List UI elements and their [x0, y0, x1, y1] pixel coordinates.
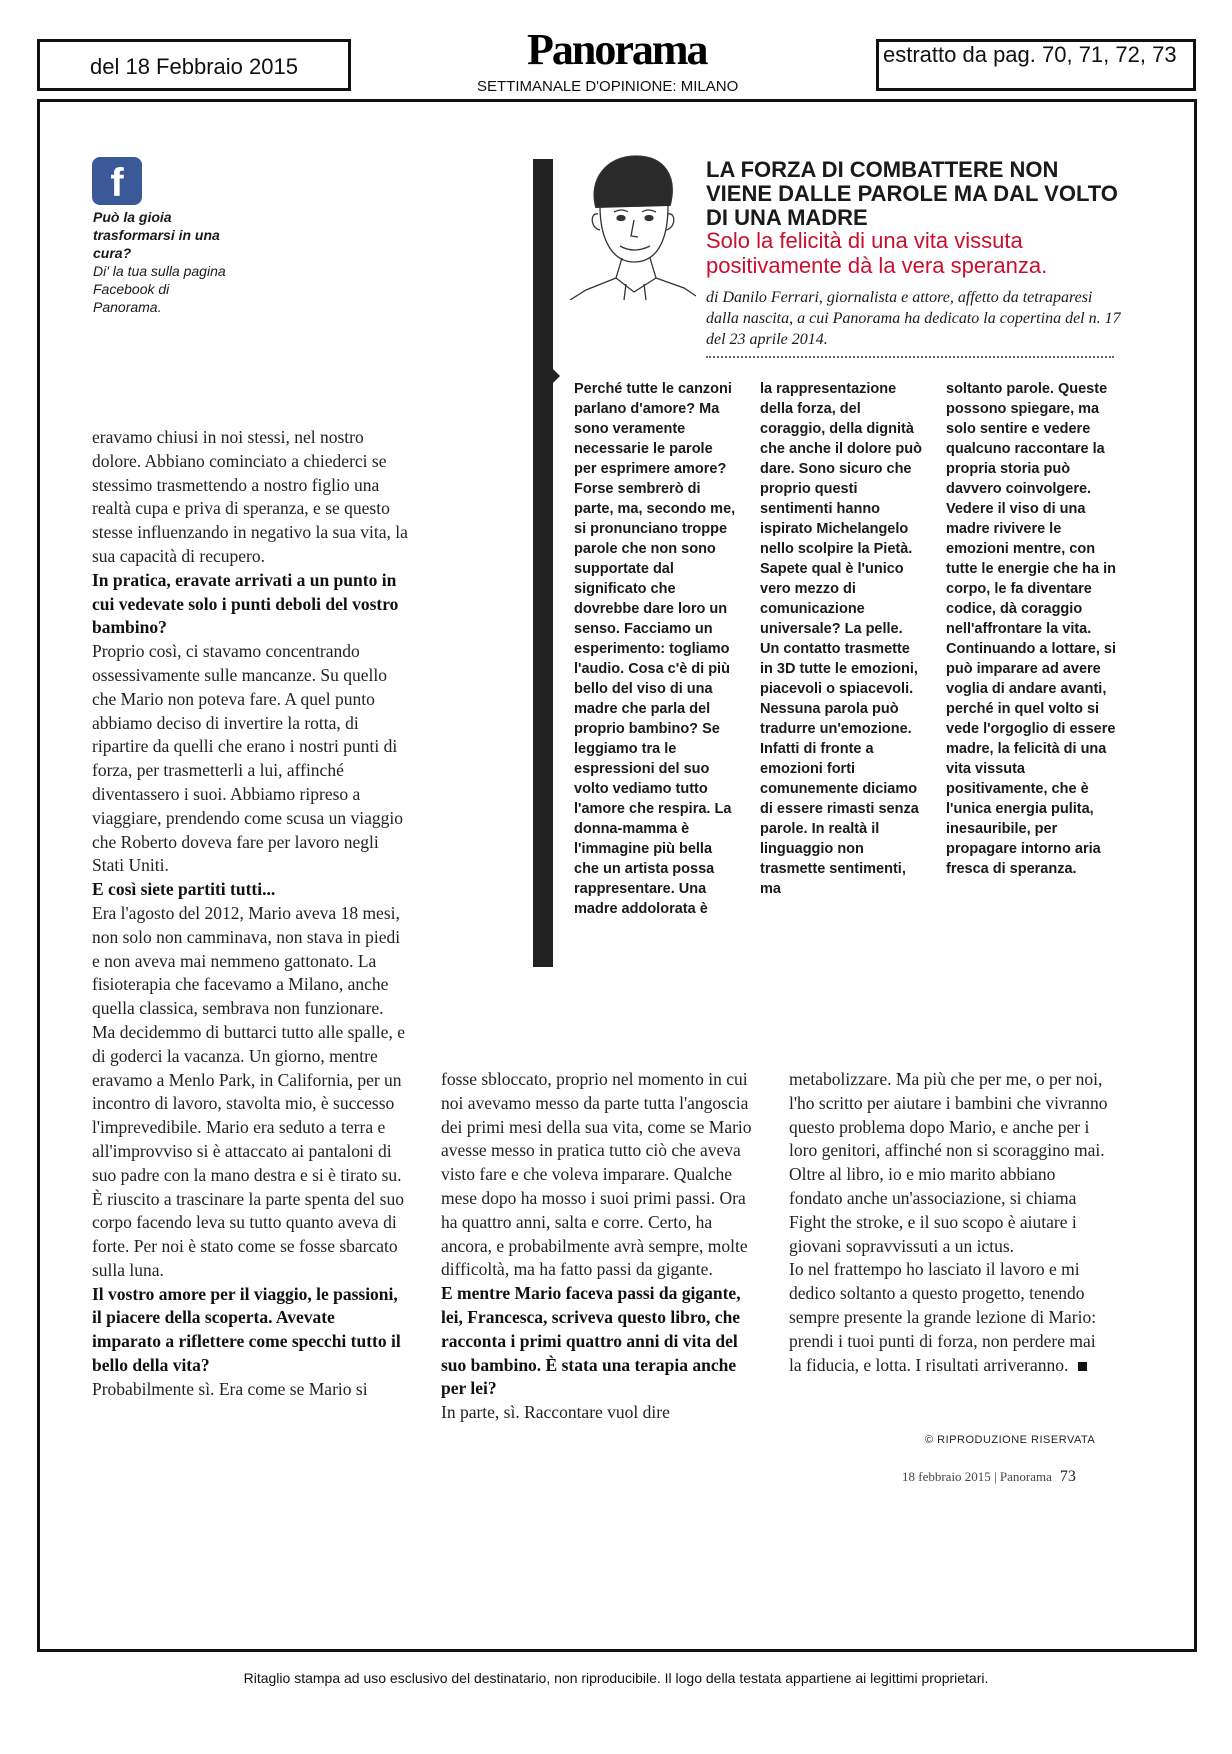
- interview-question: E così siete partiti tutti...: [92, 879, 276, 900]
- end-of-article-mark: [1078, 1362, 1087, 1371]
- article-paragraph: fosse sbloccato, proprio nel momento in cui noi avevamo messo da parte tutta l'angoscia dei primi mesi della sua vita, come se Mario avesse messo in pratica tutto ciò che aveva visto fare e che voleva imparare. Qualche mese dopo ha mosso i suoi primi passi. Ora ha quattro anni, salta e corre. Certo, ha ancora, e probabilmente avrà sempre, molte difficoltà, ma ha fatto passi da gigante.: [441, 1069, 752, 1280]
- author-portrait: [566, 150, 696, 300]
- sidebar-question: Può la gioia trasformarsi in una cura?: [93, 209, 220, 261]
- byline-divider: [706, 356, 1114, 358]
- box-byline: di Danilo Ferrari, giornalista e attore, affetto da tetraparesi dalla nascita, a cui Panorama ha dedicato la copertina del n. 17 del 23 aprile 2014.: [706, 289, 1121, 348]
- article-paragraph: Probabilmente sì. Era come se Mario si: [92, 1378, 368, 1399]
- article-paragraph: Io nel frattempo ho lasciato il lavoro e mi dedico soltanto a questo progetto, tenendo sempre presente la grande lezione di Mario: prendi i tuoi punti di forza, non perdere mai la fiducia, e lotta. I risultati arriveranno.: [789, 1259, 1097, 1375]
- article-column-1: [92, 426, 408, 1402]
- box-column-2: la rappresentazione della forza, del coraggio, della dignità che anche il dolore può dare. Sono sicuro che proprio questi sentimenti hanno ispirato Michelangelo nello scolpire la Pietà. Sapete qual è l'unico vero mezzo di comunicazione universale? La pelle. Un contatto trasmette in 3D tutte le emozioni, piacevoli o spiacevoli. Nessuna parola può tradurre un'emozione. Infatti di fronte a emozioni forti comunemente diciamo di essere rimasti senza parole. In realtà il linguaggio non trasmette sentimenti, ma: [760, 381, 922, 897]
- article-paragraph: Era l'agosto del 2012, Mario aveva 18 mesi, non solo non camminava, non stava in piedi e non aveva mai nemmeno gattonato. La fisioterapia che facevamo a Milano, anche quella classica, sembrava non funzionare. Ma decidemmo di buttarci tutto alle spalle, e di goderci la vacanza. Un giorno, mentre eravamo a Menlo Park, in California, per un incontro di lavoro, stavolta mio, è successo l'imprevedibile. Mario era seduto a terra e all'improvviso si è attaccato ai pantaloni di suo padre con la mano destra e si è tirato su. È riuscito a trascinare la parte spenta del suo corpo facendo leva su tutto quanto aveva di forte. Per noi è stato come se fosse sbarcato sulla luna.: [92, 902, 405, 1280]
- page-extract: estratto da pag. 70, 71, 72, 73: [876, 39, 1196, 91]
- box-column-3: soltanto parole. Queste possono spiegare, ma solo sentire e vedere qualcuno raccontare la propria storia può davvero coinvolgere. Vedere il viso di una madre rivivere le emozioni mentre, con tutte le energie che ha in corpo, le fa diventare codice, dà coraggio nell'affrontare la vita. Continuando a lottare, si può imparare ad avere voglia di andare avanti, perché in quel volto si vede l'orgoglio di essere madre, la felicità di una vita vissuta positivamente, che è l'unica energia pulita, inesauribile, per propagare intorno aria fresca di speranza.: [946, 381, 1117, 877]
- article-paragraph: eravamo chiusi in noi stessi, nel nostro dolore. Abbiano cominciato a chiederci se stessimo trasmettendo a nostro figlio una realtà cupa e priva di speranza, e se questo stesse influenzando in negativo la sua vita, la sua capacità di recupero.: [92, 427, 408, 566]
- article-column-2: [441, 1068, 763, 1425]
- box-column-1: Perché tutte le canzoni parlano d'amore? Ma sono veramente necessarie le parole per esprimere amore? Forse sembrerò di parte, ma, secondo me, si pronunciano troppe parole che non sono supportate dal significato che dovrebbe dare loro un senso. Facciamo un esperimento: togliamo l'audio. Cosa c'è di più bello del viso di una madre che parla del proprio bambino? Se leggiamo tra le espressioni del suo volto vediamo tutto l'amore che respira. La donna-mamma è l'immagine più bella che un artista possa rappresentare. Una madre addolorata è: [574, 381, 736, 917]
- masthead-logo: Panorama: [527, 25, 707, 74]
- article-paragraph: Proprio così, ci stavamo concentrando ossessivamente sulle mancanze. Su quello che Mario non poteva fare. A quel punto abbiamo deciso di invertire la rotta, di ripartire da quelli che erano i nostri punti di forza, per trasmetterli a lui, affinché diventassero i suoi. Abbiamo ripreso a viaggiare, prendendo come scusa un viaggio che Roberto doveva fare per lavoro negli Stati Uniti.: [92, 641, 404, 876]
- copyright-notice: © RIPRODUZIONE RISERVATA: [925, 1434, 1096, 1446]
- interview-question: E mentre Mario faceva passi da gigante, lei, Francesca, scriveva questo libro, che racconta i primi quattro anni di vita del suo bambino. È stata una terapia anche per lei?: [441, 1283, 741, 1399]
- box-subheadline: Solo la felicità di una vita vissuta positivamente dà la vera speranza.: [706, 228, 1048, 278]
- clipping-disclaimer: Ritaglio stampa ad uso esclusivo del destinatario, non riproducibile. Il logo della testata appartiene ai legittimi proprietari.: [243, 1670, 989, 1686]
- box-vertical-bar: [533, 159, 553, 967]
- article-paragraph: In parte, sì. Raccontare vuol dire: [441, 1402, 670, 1423]
- interview-question: In pratica, eravate arrivati a un punto in cui vedevate solo i punti deboli del vostro bambino?: [92, 569, 399, 638]
- sidebar-cta: Di' la tua sulla pagina Facebook di Panorama.: [93, 263, 226, 315]
- box-bar-notch: [548, 364, 560, 388]
- article-paragraph: metabolizzare. Ma più che per me, o per noi, l'ho scritto per aiutare i bambini che vivranno questo problema dopo Mario, e anche per i loro genitori, affinché non si scoraggino mai. Oltre al libro, io e mio marito abbiano fondato anche un'associazione, si chiama Fight the stroke, e il suo scopo è aiutare i giovani sopravvissuti a un ictus.: [789, 1069, 1108, 1256]
- page-number: 73: [1059, 1468, 1076, 1485]
- issue-date: del 18 Febbraio 2015: [37, 39, 351, 91]
- box-headline: LA FORZA DI COMBATTERE NON VIENE DALLE PAROLE MA DAL VOLTO DI UNA MADRE: [706, 157, 1118, 230]
- page-folio: 18 febbraio 2015 | Panorama 73: [902, 1468, 1076, 1485]
- masthead-subtitle: SETTIMANALE D'OPINIONE: MILANO: [477, 78, 739, 95]
- article-column-3: [789, 1068, 1109, 1377]
- facebook-icon: f: [92, 157, 142, 205]
- interview-question: Il vostro amore per il viaggio, le passioni, il piacere della scoperta. Avevate imparato a riflettere come specchi tutto il bello della vita?: [92, 1283, 401, 1376]
